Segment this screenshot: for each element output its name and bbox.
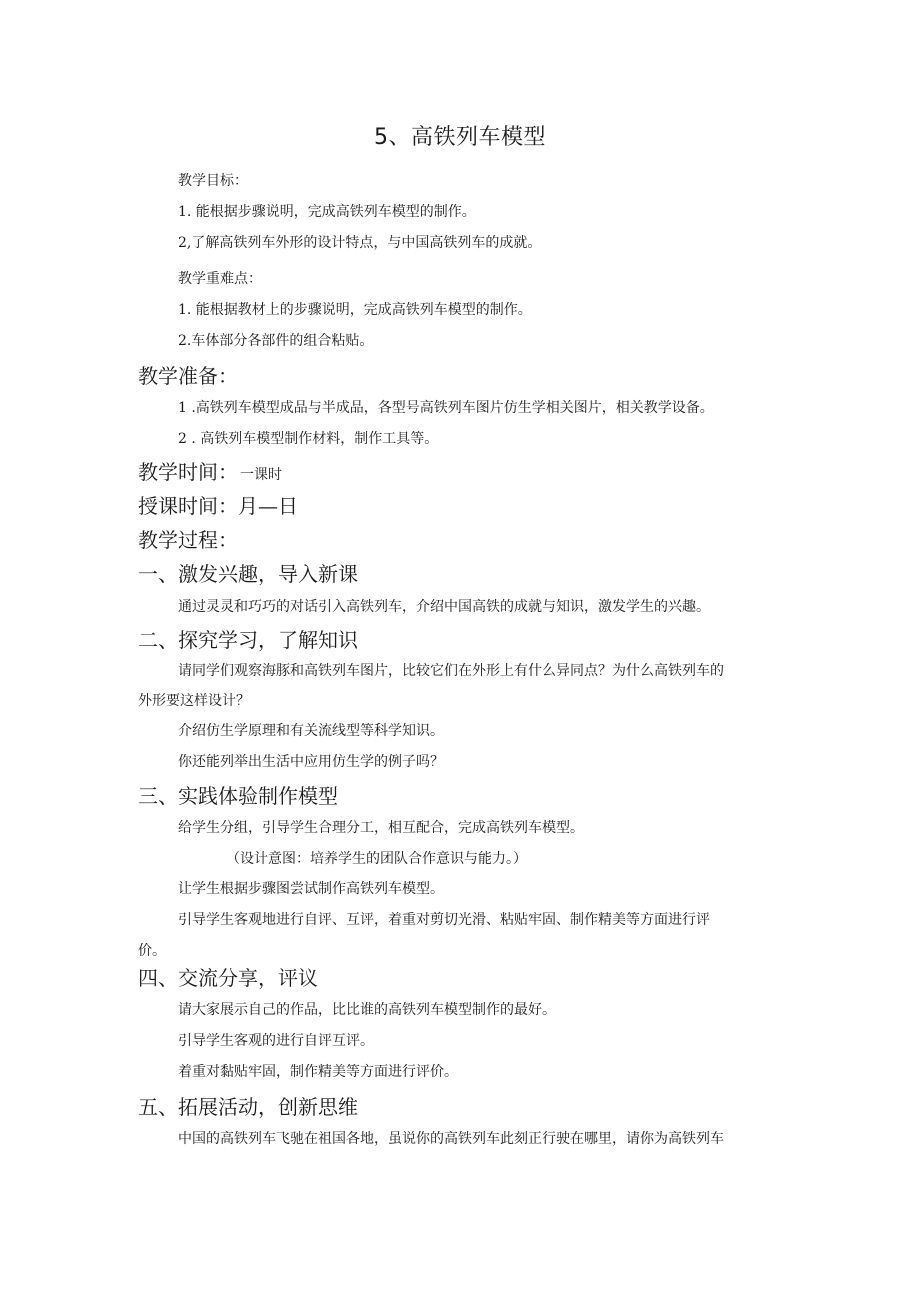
section-line: 通过灵灵和巧巧的对话引入高铁列车，介绍中国高铁的成就与知识，激发学生的兴趣。 bbox=[178, 599, 710, 615]
section-heading: 一、激发兴趣，导入新课 bbox=[138, 562, 358, 586]
teaching-time-value: 一课时 bbox=[240, 467, 282, 483]
section-line: 请大家展示自己的作品，比比谁的高铁列车模型制作的最好。 bbox=[178, 1002, 556, 1018]
section-line: 着重对黏贴牢固，制作精美等方面进行评价。 bbox=[178, 1064, 458, 1080]
key-points-heading: 教学重难点： bbox=[178, 271, 262, 287]
section-heading: 五、拓展活动，创新思维 bbox=[138, 1095, 358, 1119]
section-line: 引导学生客观地进行自评、互评，着重对剪切光滑、粘贴牢固、制作精美等方面进行评 bbox=[178, 912, 710, 928]
section-heading: 四、交流分享，评议 bbox=[138, 966, 318, 990]
section-line: 引导学生客观的进行自评互评。 bbox=[178, 1033, 374, 1049]
preparation-item: 2 . 高铁列车模型制作材料，制作工具等。 bbox=[178, 431, 439, 447]
key-point-item: 1. 能根据教材上的步骤说明，完成高铁列车模型的制作。 bbox=[178, 302, 532, 318]
preparation-item: 1 .高铁列车模型成品与半成品，各型号高铁列车图片仿生学相关图片，相关教学设备。 bbox=[178, 400, 714, 416]
section-line: 中国的高铁列车飞驰在祖国各地，虽说你的高铁列车此刻正行驶在哪里，请你为高铁列车 bbox=[178, 1131, 724, 1147]
process-heading: 教学过程： bbox=[138, 528, 238, 552]
section-line: （设计意图：培养学生的团队合作意识与能力。） bbox=[226, 851, 527, 867]
objective-item: 2,了解高铁列车外形的设计特点，与中国高铁列车的成就。 bbox=[178, 235, 542, 251]
section-heading: 三、实践体验制作模型 bbox=[138, 784, 338, 808]
document-title: 5、高铁列车模型 bbox=[374, 125, 546, 150]
class-time bbox=[138, 490, 298, 519]
section-line: 价。 bbox=[138, 943, 166, 959]
preparation-heading: 教学准备： bbox=[138, 364, 238, 388]
class-time-value: 月—日 bbox=[238, 494, 298, 518]
section-line: 外形要这样设计？ bbox=[138, 693, 250, 709]
class-time-label: 授课时间： bbox=[138, 494, 238, 518]
teaching-time bbox=[138, 456, 282, 485]
key-point-item: 2.车体部分各部件的组合粘贴。 bbox=[178, 333, 374, 349]
section-line: 让学生根据步骤图尝试制作高铁列车模型。 bbox=[178, 881, 444, 897]
section-line: 介绍仿生学原理和有关流线型等科学知识。 bbox=[178, 723, 444, 739]
section-line: 给学生分组，引导学生合理分工，相互配合，完成高铁列车模型。 bbox=[178, 820, 584, 836]
section-line: 请同学们观察海豚和高铁列车图片，比较它们在外形上有什么异同点？为什么高铁列车的 bbox=[178, 663, 724, 679]
section-heading: 二、探究学习，了解知识 bbox=[138, 628, 358, 652]
teaching-time-label: 教学时间： bbox=[138, 460, 238, 484]
objective-item: 1. 能根据步骤说明，完成高铁列车模型的制作。 bbox=[178, 204, 476, 220]
objectives-heading: 教学目标： bbox=[178, 173, 248, 189]
section-line: 你还能列举出生活中应用仿生学的例子吗？ bbox=[178, 754, 444, 770]
